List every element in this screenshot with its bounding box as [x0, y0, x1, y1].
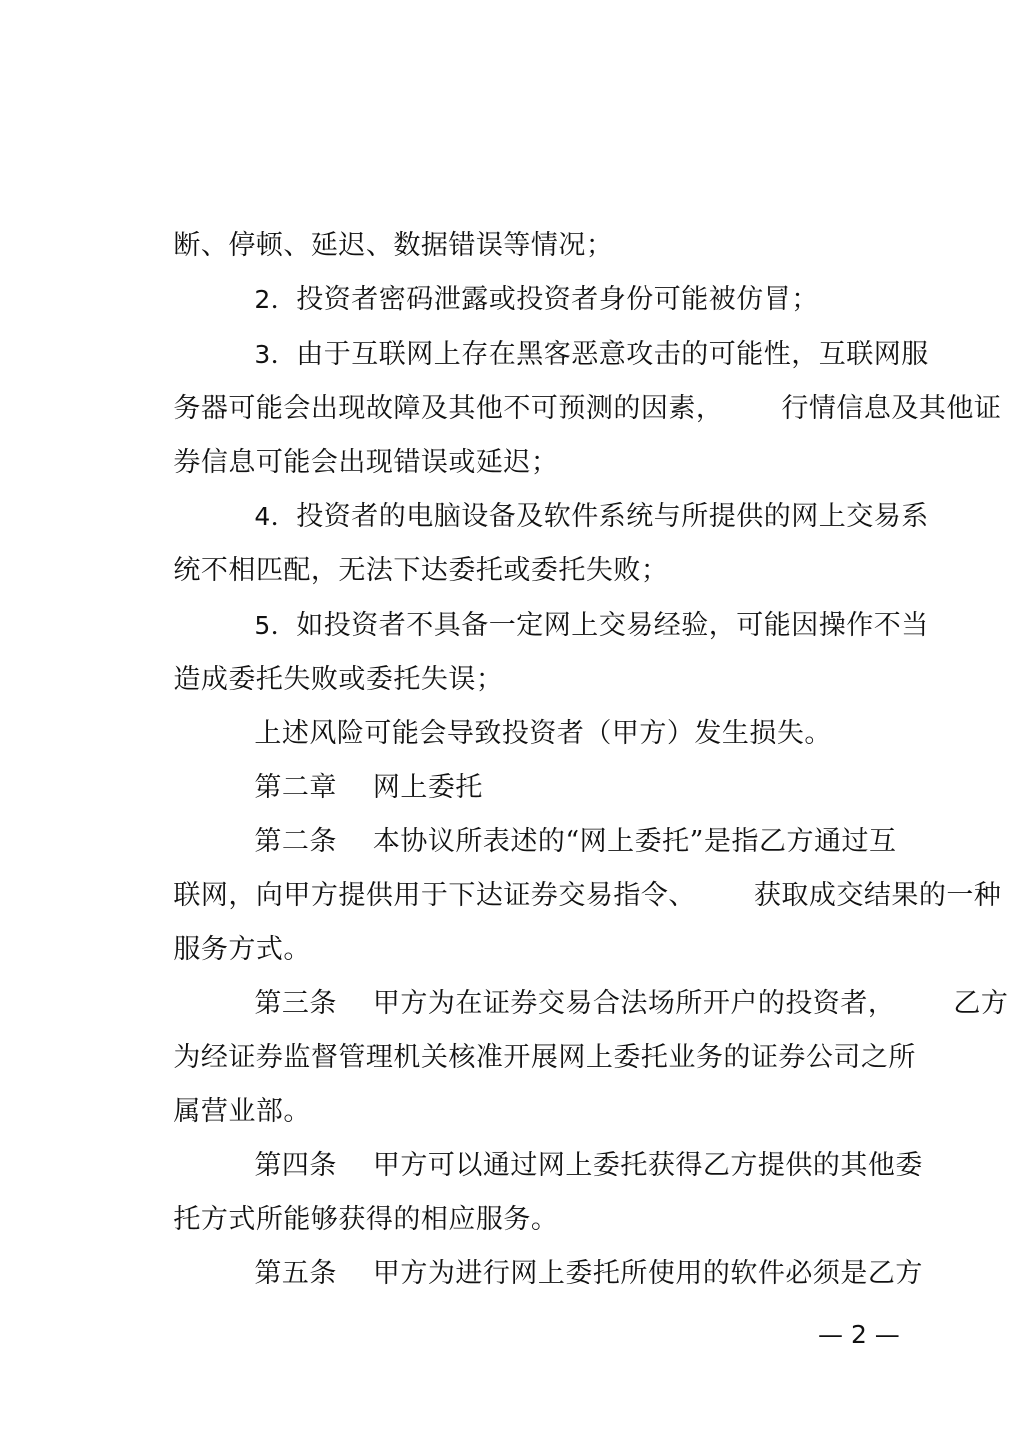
list-number: 4． — [254, 502, 297, 531]
line-text: 造成委托失败或委托失误； — [173, 664, 504, 695]
line-text: 行情信息及其他证 — [781, 393, 1002, 424]
line-text: 断、停顿、延迟、数据错误等情况； — [173, 230, 614, 261]
line-text: 投资者的电脑设备及软件系统与所提供的网上交易系 — [296, 501, 929, 532]
page-number: — 2 — — [818, 1320, 900, 1349]
list-number: 3． — [254, 340, 297, 369]
list-number: 5． — [254, 611, 297, 640]
line-text: 服务方式。 — [173, 934, 311, 965]
list-number: 2． — [254, 285, 297, 314]
chapter-title: 网上委托 — [372, 772, 483, 803]
line-text: 获取成交结果的一种 — [753, 880, 1002, 911]
line-text: 甲方为在证券交易合法场所开户的投资者， — [372, 988, 896, 1019]
line-text: 乙方 — [953, 988, 1009, 1019]
article-line — [218, 1220, 923, 1328]
line-text: 甲方为进行网上委托所使用的软件必须是乙方 — [372, 1258, 923, 1289]
article-number: 第二条 — [254, 826, 337, 857]
line-text: 联网，向甲方提供用于下达证券交易指令、 — [173, 880, 696, 911]
line-text: 托方式所能够获得的相应服务。 — [173, 1204, 559, 1235]
article-number: 第三条 — [254, 988, 337, 1019]
line-text: 上述风险可能会导致投资者（甲方）发生损失。 — [254, 718, 832, 749]
line-text: 甲方可以通过网上委托获得乙方提供的其他委 — [372, 1150, 923, 1181]
line-text: 本协议所表述的“网上委托”是指乙方通过互 — [372, 826, 897, 857]
article-number: 第五条 — [254, 1258, 337, 1289]
line-text: 属营业部。 — [173, 1096, 311, 1127]
line-text: 如投资者不具备一定网上交易经验，可能因操作不当 — [296, 610, 929, 641]
line-text: 投资者密码泄露或投资者身份可能被仿冒； — [296, 284, 819, 315]
chapter-number: 第二章 — [254, 772, 337, 803]
line-text: 务器可能会出现故障及其他不可预测的因素， — [173, 393, 724, 424]
line-text: 由于互联网上存在黑客恶意攻击的可能性，互联网服 — [296, 339, 929, 370]
article-number: 第四条 — [254, 1150, 337, 1181]
line-text: 统不相匹配，无法下达委托或委托失败； — [173, 555, 669, 586]
line-text: 为经证券监督管理机关核准开展网上委托业务的证券公司之所 — [173, 1042, 916, 1073]
line-text: 券信息可能会出现错误或延迟； — [173, 447, 559, 478]
